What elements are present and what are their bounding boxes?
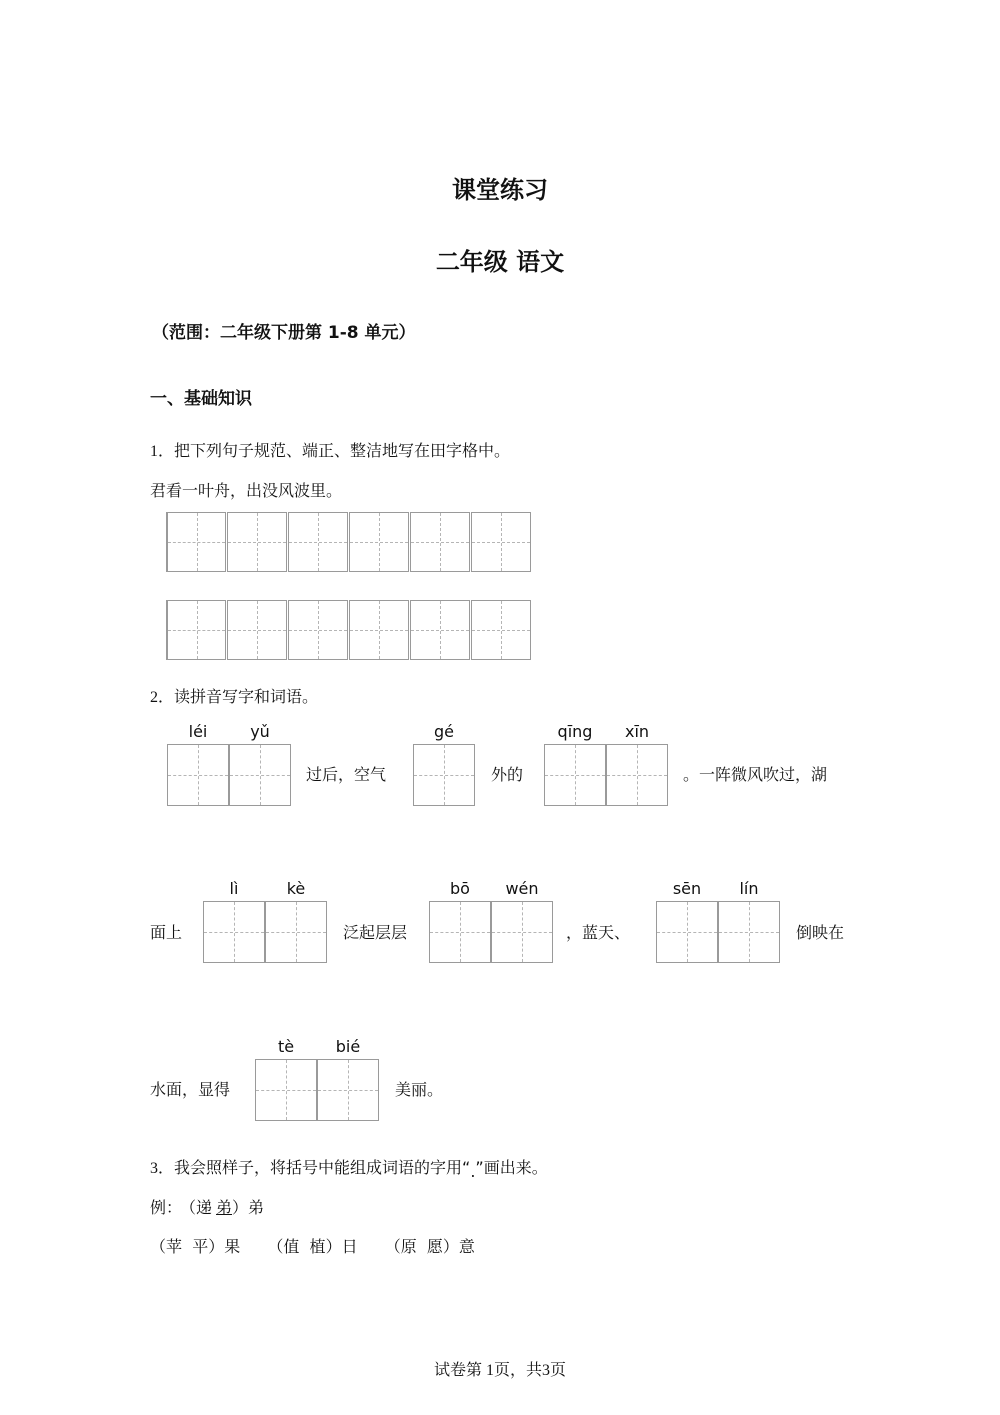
answer-box[interactable] xyxy=(203,901,265,963)
q3-example xyxy=(150,1195,264,1218)
choice-char[interactable]: 平 xyxy=(192,1237,209,1256)
pinyin-bie: bié xyxy=(335,1037,361,1056)
grid-cell[interactable] xyxy=(410,600,470,660)
pinyin-sen: sēn xyxy=(672,879,702,898)
answer-box[interactable] xyxy=(229,744,291,806)
answer-box[interactable] xyxy=(413,744,475,806)
pinyin-qing: qīng xyxy=(557,722,593,741)
writing-grid-row-2 xyxy=(166,600,532,660)
q3-item: （值 植）日 xyxy=(267,1237,358,1256)
pinyin-lei: léi xyxy=(188,722,208,741)
choice-char[interactable]: 愿 xyxy=(426,1237,443,1256)
section-heading: 一、基础知识 xyxy=(150,389,252,409)
pinyin-ge: gé xyxy=(434,722,454,741)
q2-number: 2． xyxy=(150,689,175,706)
pinyin-yu: yǔ xyxy=(250,722,270,741)
grid-cell[interactable] xyxy=(227,600,287,660)
page-subtitle: 二年级 语文 xyxy=(435,248,565,276)
page-title: 课堂练习 xyxy=(452,176,548,204)
q3-item: （原 愿）意 xyxy=(384,1237,475,1256)
choice-char[interactable]: 原 xyxy=(400,1237,417,1256)
example-label: 例： xyxy=(150,1198,183,1217)
scope-note: （范围：二年级下册第 1-8 单元） xyxy=(152,323,416,343)
answer-box[interactable] xyxy=(656,901,718,963)
pinyin-bo: bō xyxy=(450,879,470,898)
answer-box[interactable] xyxy=(491,901,553,963)
choice-char[interactable]: 植 xyxy=(309,1237,326,1256)
answer-box[interactable] xyxy=(317,1059,379,1121)
answer-box[interactable] xyxy=(429,901,491,963)
pinyin-xin: xīn xyxy=(624,722,650,741)
pinyin-te: tè xyxy=(277,1037,295,1056)
page-footer: 试卷第 1页，共3页 xyxy=(433,1362,566,1379)
grid-cell[interactable] xyxy=(349,512,409,572)
q3-text-b: ”画出来。 xyxy=(475,1158,548,1177)
pinyin-wen: wén xyxy=(505,879,539,898)
grid-cell[interactable] xyxy=(471,512,531,572)
answer-box[interactable] xyxy=(265,901,327,963)
text-segment: 美丽。 xyxy=(395,1080,444,1099)
q2-text: 读拼音写字和词语。 xyxy=(174,687,319,706)
item-tail: 意 xyxy=(458,1237,475,1256)
answer-box[interactable] xyxy=(255,1059,317,1121)
text-segment: 过后，空气 xyxy=(306,765,387,784)
choice-char[interactable]: 苹 xyxy=(166,1237,183,1256)
answer-box[interactable] xyxy=(167,744,229,806)
q1-instruction xyxy=(150,438,510,461)
example-open: （递 xyxy=(188,1198,213,1217)
text-segment: 水面，显得 xyxy=(150,1080,231,1099)
q3-number: 3． xyxy=(150,1160,175,1177)
pinyin-lin: lín xyxy=(739,879,759,898)
q1-number: 1． xyxy=(150,443,175,460)
text-segment: ，蓝天、 xyxy=(566,923,631,942)
grid-cell[interactable] xyxy=(288,512,348,572)
grid-cell[interactable] xyxy=(227,512,287,572)
q3-item: （苹 平）果 xyxy=(150,1237,241,1256)
answer-box[interactable] xyxy=(544,744,606,806)
grid-cell[interactable] xyxy=(288,600,348,660)
example-close: ）弟 xyxy=(232,1198,265,1217)
answer-box[interactable] xyxy=(606,744,668,806)
text-segment: 倒映在 xyxy=(796,923,845,942)
q3-dot-marker: . xyxy=(470,1162,476,1181)
example-marked-char: 弟 xyxy=(216,1198,233,1217)
pinyin-ke: kè xyxy=(286,879,306,898)
answer-box[interactable] xyxy=(718,901,780,963)
grid-cell[interactable] xyxy=(166,512,226,572)
q3-items xyxy=(150,1234,475,1257)
text-segment: 泛起层层 xyxy=(343,923,408,942)
item-tail: 日 xyxy=(341,1237,358,1256)
q1-sentence: 君看一叶舟，出没风波里。 xyxy=(150,481,343,500)
grid-cell[interactable] xyxy=(410,512,470,572)
grid-cell[interactable] xyxy=(471,600,531,660)
writing-grid-row-1 xyxy=(166,512,532,572)
text-segment: 。一阵微风吹过，湖 xyxy=(683,765,828,784)
q3-text-a: 我会照样子，将括号中能组成词语的字用“ xyxy=(174,1158,471,1177)
pinyin-li: lì xyxy=(229,879,239,898)
q3-instruction xyxy=(150,1155,548,1181)
item-tail: 果 xyxy=(224,1237,241,1256)
text-segment: 面上 xyxy=(150,923,183,942)
choice-char[interactable]: 值 xyxy=(283,1237,300,1256)
q1-text: 把下列句子规范、端正、整洁地写在田字格中。 xyxy=(174,441,511,460)
grid-cell[interactable] xyxy=(349,600,409,660)
q2-instruction xyxy=(150,684,318,707)
text-segment: 外的 xyxy=(491,765,524,784)
grid-cell[interactable] xyxy=(166,600,226,660)
